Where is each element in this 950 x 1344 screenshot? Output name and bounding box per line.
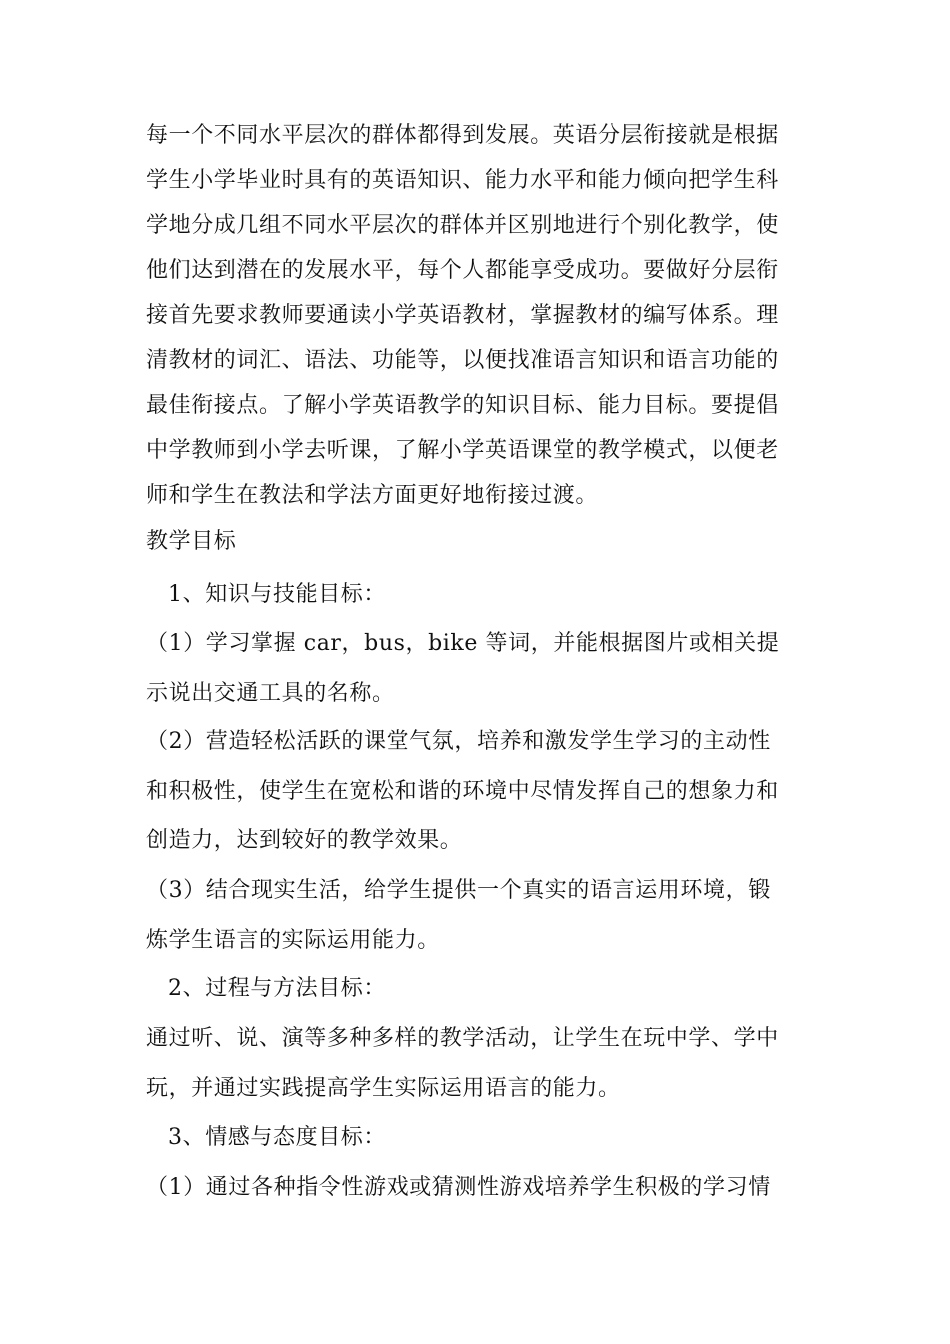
goal2-body-line: 通过听、说、演等多种多样的教学活动，让学生在玩中学、学中 [146,1026,779,1051]
goal1-item1-line: 示说出交通工具的名称。 [146,681,395,706]
goal1-item2-line: 和积极性，使学生在宽松和谐的环境中尽情发挥自己的想象力和 [146,779,779,804]
goal2-heading-text: 2、过程与方法目标： [168,976,386,1001]
goal1-item2-line: （2）营造轻松活跃的课堂气氛，培养和激发学生学习的主动性 [146,729,771,754]
goal3-item1-line: （1）通过各种指令性游戏或猜测性游戏培养学生积极的学习情 [146,1175,771,1200]
intro-line: 师和学生在教法和学法方面更好地衔接过渡。 [146,483,599,508]
intro-line: 他们达到潜在的发展水平，每个人都能享受成功。要做好分层衔 [146,258,779,283]
intro-line: 最佳衔接点。了解小学英语教学的知识目标、能力目标。要提倡 [146,393,779,418]
intro-line: 学生小学毕业时具有的英语知识、能力水平和能力倾向把学生科 [146,168,779,193]
goal1-item3-line: （3）结合现实生活，给学生提供一个真实的语言运用环境，锻 [146,878,771,903]
intro-line: 中学教师到小学去听课，了解小学英语课堂的教学模式，以便老 [146,438,779,463]
intro-line: 清教材的词汇、语法、功能等，以便找准语言知识和语言功能的 [146,348,779,373]
goal1-heading-text: 1、知识与技能目标： [168,582,386,607]
goal1-item2-line: 创造力，达到较好的教学效果。 [146,828,463,853]
goal2-body-line: 玩，并通过实践提高学生实际运用语言的能力。 [146,1076,621,1101]
section-title-text: 教学目标 [146,529,237,554]
intro-line: 学地分成几组不同水平层次的群体并区别地进行个别化教学，使 [146,213,779,238]
goal1-item1-line: （1）学习掌握 car，bus，bike 等词，并能根据图片或相关提 [146,631,780,656]
intro-line: 每一个不同水平层次的群体都得到发展。英语分层衔接就是根据 [146,123,779,148]
goal1-item3-line: 炼学生语言的实际运用能力。 [146,928,440,953]
goal3-heading-text: 3、情感与态度目标： [168,1125,386,1150]
intro-line: 接首先要求教师要通读小学英语教材，掌握教材的编写体系。理 [146,303,779,328]
